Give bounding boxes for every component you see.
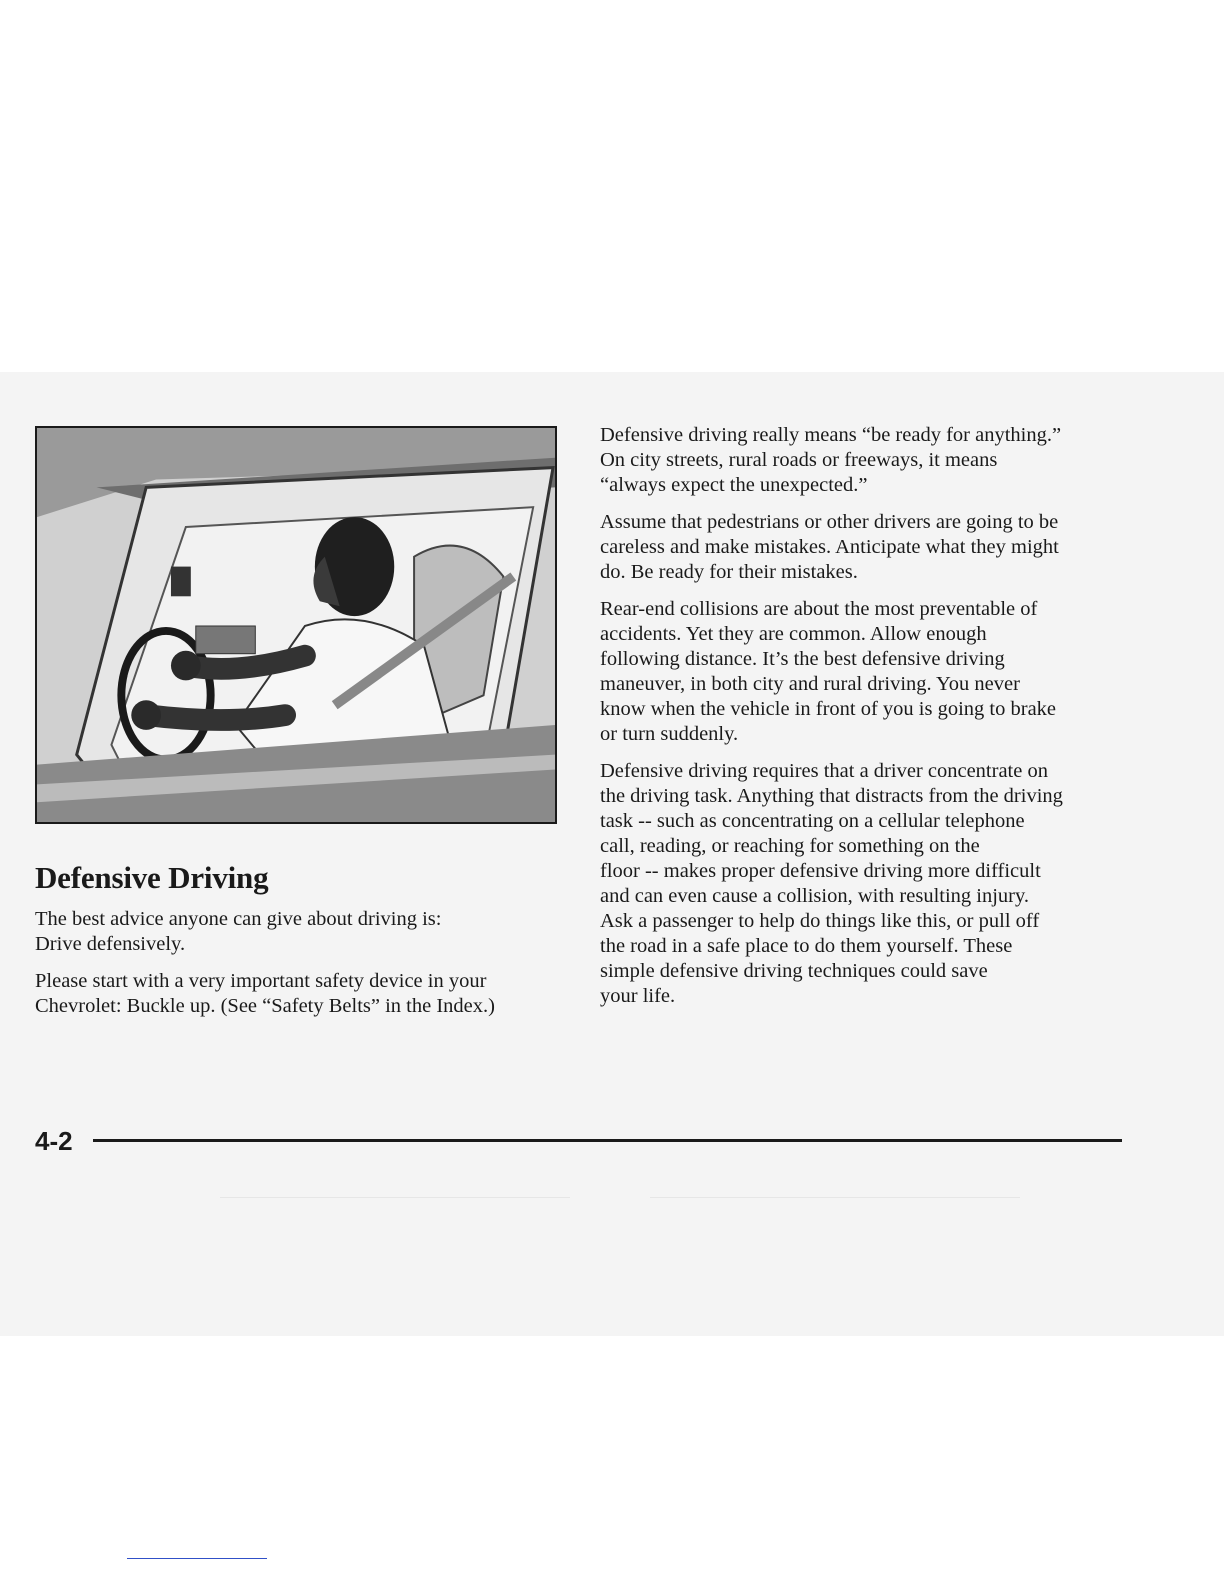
text-line: The best advice anyone can give about driving is:	[35, 908, 442, 930]
text-line: Please start with a very important safety device in your	[35, 970, 487, 992]
text-line: the road in a safe place to do them yourself. These	[600, 935, 1013, 957]
right-column	[600, 423, 1130, 1021]
text-line: maneuver, in both city and rural driving. You never	[600, 673, 1020, 695]
right-paragraph-4	[600, 759, 1130, 1009]
right-paragraph-1	[600, 423, 1130, 498]
left-paragraph-2	[35, 969, 555, 1019]
text-line: On city streets, rural roads or freeways, it means	[600, 449, 998, 471]
text-line: Drive defensively.	[35, 933, 186, 955]
right-paragraph-2	[600, 510, 1130, 585]
text-line: Rear-end collisions are about the most preventable of	[600, 598, 1038, 620]
text-line: your life.	[600, 985, 676, 1007]
text-line: call, reading, or reaching for something on the	[600, 835, 980, 857]
text-line: Defensive driving requires that a driver concentrate on	[600, 760, 1048, 782]
text-line: task -- such as concentrating on a cellular telephone	[600, 810, 1025, 832]
text-line: the driving task. Anything that distracts from the driving	[600, 785, 1063, 807]
page-number: 4-2	[35, 1126, 73, 1156]
text-line: “always expect the unexpected.”	[600, 474, 868, 496]
text-line: Chevrolet: Buckle up. (See “Safety Belts” in the Index.)	[35, 995, 495, 1017]
faint-divider	[220, 1197, 570, 1198]
section-title: Defensive Driving	[35, 860, 269, 895]
text-line: careless and make mistakes. Anticipate what they might	[600, 536, 1059, 558]
right-paragraph-3	[600, 597, 1130, 747]
faint-divider	[650, 1197, 1020, 1198]
text-line: or turn suddenly.	[600, 723, 739, 745]
footer-rule	[93, 1139, 1122, 1142]
text-line: floor -- makes proper defensive driving more difficult	[600, 860, 1041, 882]
text-line: Assume that pedestrians or other drivers are going to be	[600, 511, 1059, 533]
text-line: do. Be ready for their mistakes.	[600, 561, 858, 583]
text-line: simple defensive driving techniques could save	[600, 960, 988, 982]
text-line: accidents. Yet they are common. Allow enough	[600, 623, 987, 645]
link-underline[interactable]	[127, 1558, 267, 1559]
text-line: Ask a passenger to help do things like this, or pull off	[600, 910, 1040, 932]
text-line: following distance. It’s the best defensive driving	[600, 648, 1005, 670]
left-paragraph-1	[35, 907, 555, 957]
text-line: know when the vehicle in front of you is going to brake	[600, 698, 1057, 720]
text-line: and can even cause a collision, with resulting injury.	[600, 885, 1030, 907]
text-line: Defensive driving really means “be ready for anything.”	[600, 424, 1062, 446]
driver-in-car-icon	[37, 428, 555, 822]
driver-illustration	[35, 426, 557, 824]
